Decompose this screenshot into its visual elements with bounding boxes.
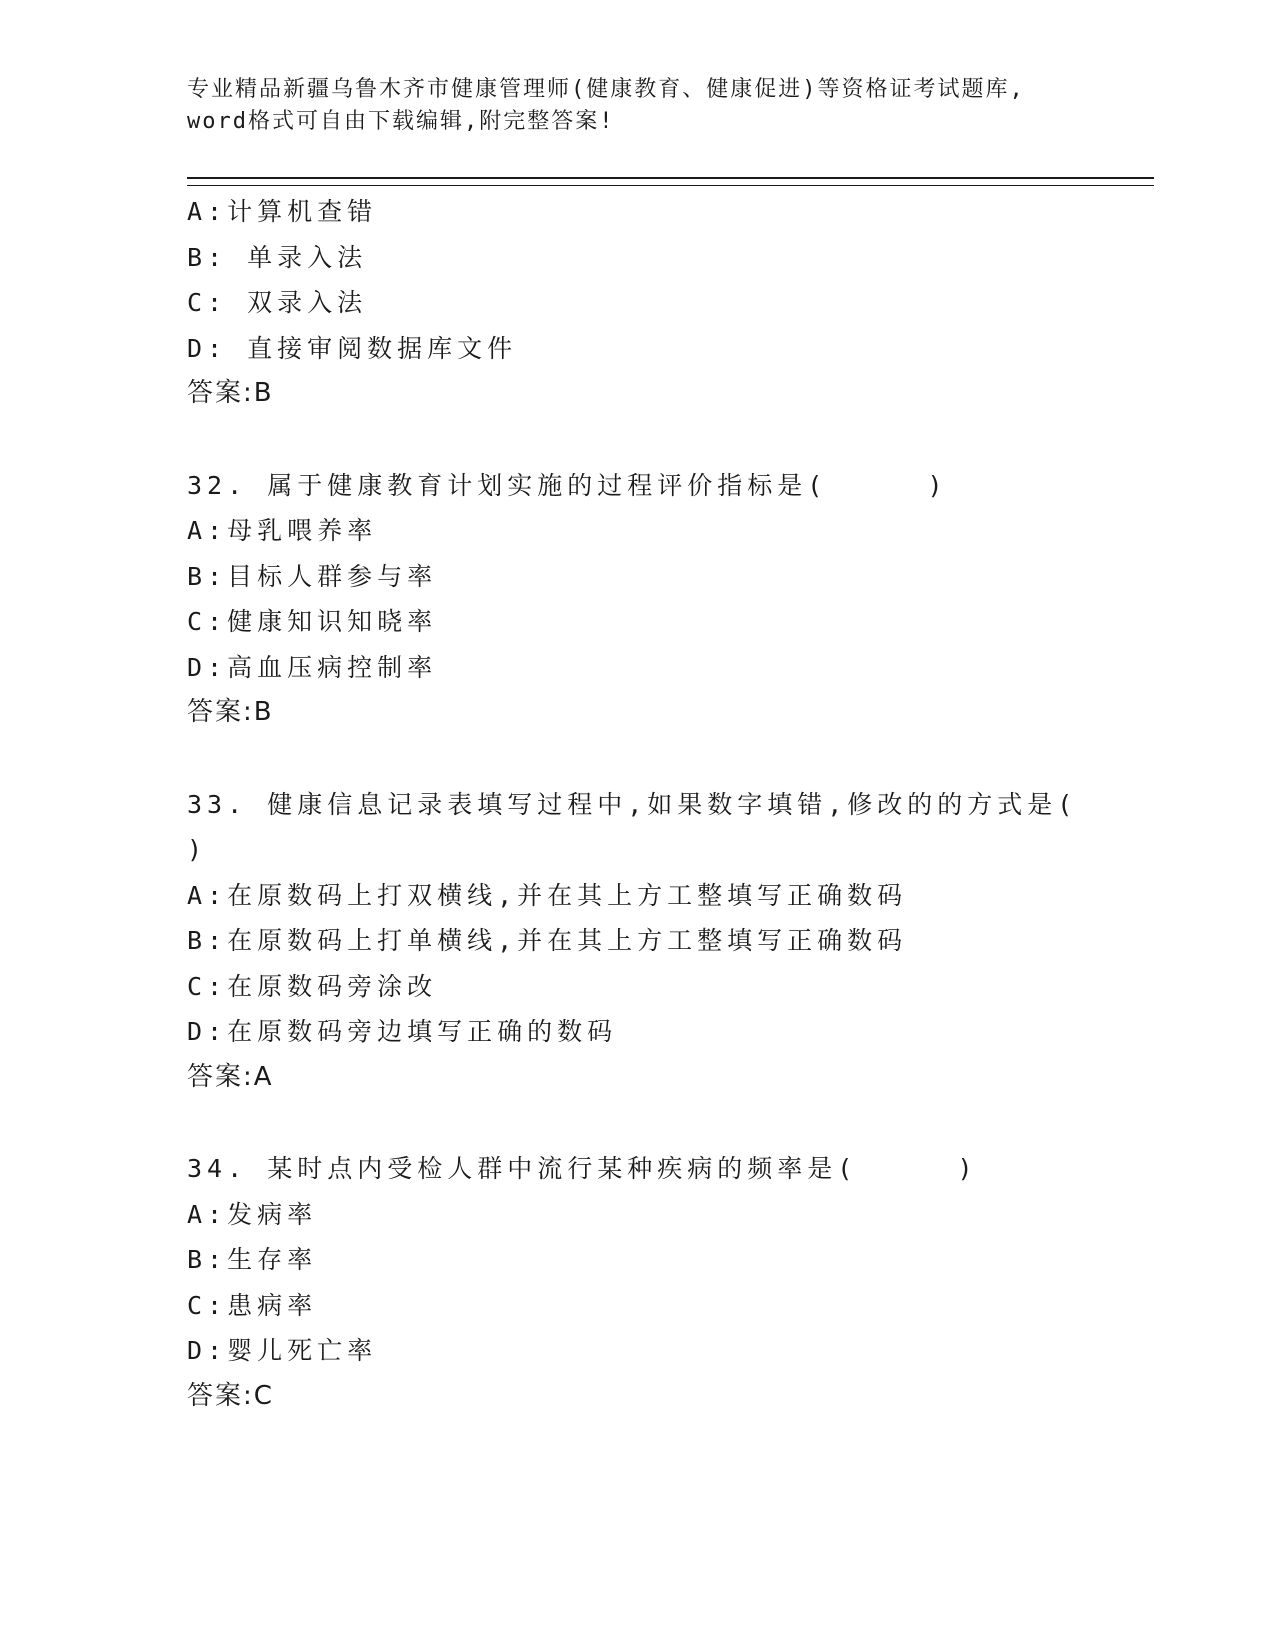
option-letter: A:: [187, 880, 228, 910]
question-block: [187, 189, 1107, 417]
option-a: [187, 873, 1107, 919]
option-letter: B:: [187, 926, 228, 955]
option-text: 目标人群参与率: [227, 561, 438, 591]
option-b: [187, 235, 1107, 281]
option-text: 健康知识知晓率: [227, 607, 438, 636]
option-letter: C:: [187, 971, 228, 1001]
option-letter: D:: [187, 652, 228, 682]
answer-line: 答案:A: [187, 1061, 274, 1092]
option-text: 双录入法: [227, 288, 368, 317]
answer-line: 答案:C: [187, 1380, 274, 1411]
option-text: 在原数码上打单横线,并在其上方工整填写正确数码: [227, 926, 908, 955]
option-letter: B:: [187, 242, 228, 272]
question-list: [187, 189, 1107, 1419]
option-letter: C:: [187, 288, 228, 317]
option-text: 单录入法: [227, 242, 368, 272]
option-letter: C:: [187, 1290, 228, 1320]
header-divider: [187, 177, 1154, 186]
option-text: 在原数码上打双横线,并在其上方工整填写正确数码: [227, 880, 908, 910]
option-letter: D:: [187, 1336, 228, 1365]
question-block: [187, 1146, 1107, 1419]
option-letter: B:: [187, 1245, 228, 1274]
option-a: [187, 189, 1107, 235]
option-letter: B:: [187, 561, 228, 591]
option-d: [187, 1009, 1107, 1055]
option-c: [187, 1283, 1107, 1329]
option-text: 计算机查错: [227, 197, 378, 226]
option-text: 患病率: [227, 1290, 318, 1320]
option-text: 生存率: [227, 1245, 318, 1274]
option-letter: A:: [187, 197, 228, 226]
question-block: [187, 782, 1107, 1101]
question-text: 32. 属于健康教育计划实施的过程评价指标是( ): [187, 470, 948, 500]
option-text: 婴儿死亡率: [227, 1336, 378, 1365]
option-c: [187, 599, 1107, 645]
option-c: [187, 280, 1107, 326]
document-header: [187, 74, 1087, 138]
option-b: [187, 554, 1107, 600]
question-block: [187, 463, 1107, 736]
spacer: [187, 736, 1107, 782]
header-line-1: 专业精品新疆乌鲁木齐市健康管理师(健康教育、健康促进)等资格证考试题库,: [187, 77, 1025, 102]
option-a: [187, 1192, 1107, 1238]
question-text-continued: ): [187, 835, 208, 864]
option-text: 在原数码旁涂改: [227, 971, 438, 1001]
option-d: [187, 1328, 1107, 1374]
option-letter: C:: [187, 607, 228, 636]
option-a: [187, 508, 1107, 554]
question-text: 34. 某时点内受检人群中流行某种疾病的频率是( ): [187, 1154, 978, 1183]
option-d: [187, 645, 1107, 691]
option-text: 直接审阅数据库文件: [227, 333, 518, 363]
option-text: 发病率: [227, 1199, 318, 1229]
spacer: [187, 417, 1107, 463]
answer-line: 答案:B: [187, 697, 274, 727]
option-c: [187, 964, 1107, 1010]
option-text: 在原数码旁边填写正确的数码: [227, 1017, 618, 1046]
header-line-2: word格式可自由下载编辑,附完整答案!: [187, 109, 615, 134]
option-letter: A:: [187, 1199, 228, 1229]
option-text: 高血压病控制率: [227, 652, 438, 682]
option-text: 母乳喂养率: [227, 516, 378, 545]
option-b: [187, 1237, 1107, 1283]
answer-line: 答案:B: [187, 378, 274, 408]
option-letter: A:: [187, 516, 228, 545]
option-letter: D:: [187, 333, 228, 363]
option-letter: D:: [187, 1017, 228, 1046]
question-text: 33. 健康信息记录表填写过程中,如果数字填错,修改的的方式是(: [187, 789, 1078, 819]
option-d: [187, 326, 1107, 372]
spacer: [187, 1100, 1107, 1146]
option-b: [187, 918, 1107, 964]
